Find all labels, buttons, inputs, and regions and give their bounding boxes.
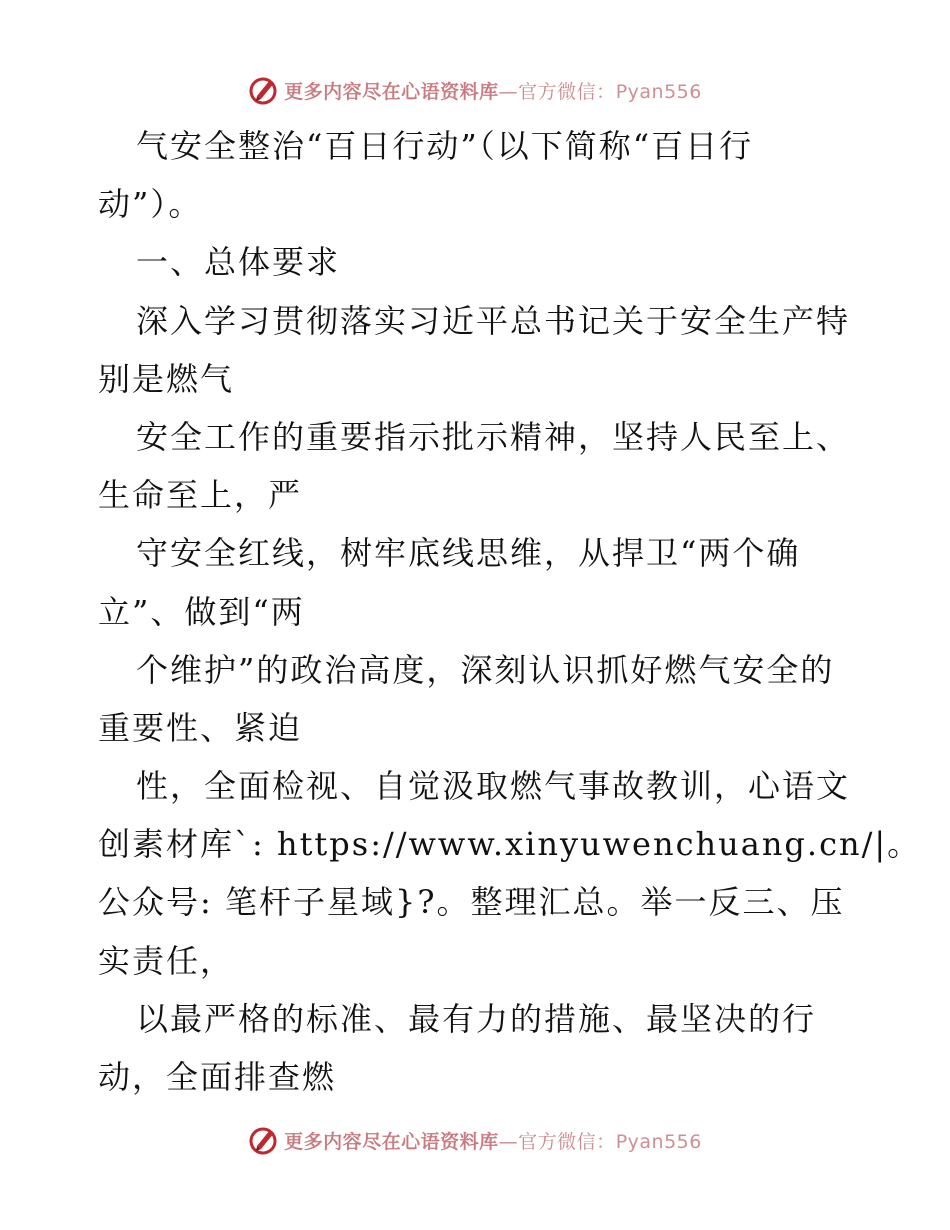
section-heading: 一、总体要求 (136, 243, 341, 282)
footer-separator: — (498, 1130, 519, 1153)
pen-logo-icon (248, 1124, 280, 1156)
body-line: 气安全整治“百日行动”（以下简称“百日行 (136, 127, 754, 165)
header-banner (0, 70, 950, 110)
header-text (284, 77, 702, 104)
footer-official-label: 官方微信： (518, 1130, 616, 1153)
body-line: 性，全面检视、自觉汲取燃气事故教训，心语文 (136, 767, 851, 806)
pen-logo-icon (248, 74, 280, 106)
body-line: 立”、做到“两 (98, 592, 305, 631)
body-line: 个维护”的政治高度，深刻认识抓好燃气安全的 (136, 650, 835, 689)
header-brand: 更多内容尽在心语资料库 (284, 80, 499, 103)
body-line: 生命至上，严 (98, 476, 303, 515)
body-line: 动，全面排查燃 (98, 1058, 337, 1096)
footer-banner (0, 1120, 950, 1160)
footer-wechat-id: Pyan556 (615, 1130, 702, 1153)
body-line: 安全工作的重要指示批示精神，坚持人民至上、 (136, 417, 851, 456)
body-line: 深入学习贯彻落实习近平总书记关于安全生产特 (136, 301, 851, 340)
document-body (98, 117, 922, 1106)
body-line: 别是燃气 (98, 359, 235, 398)
body-line: 实责任， (98, 941, 235, 980)
body-line: 公众号: 笔杆子星域}?。整理汇总。举一反三、压 (98, 883, 845, 922)
footer-brand: 更多内容尽在心语资料库 (284, 1130, 499, 1153)
footer-text (284, 1127, 702, 1154)
header-official-label: 官方微信： (518, 80, 616, 103)
body-line: 重要性、紧迫 (98, 708, 303, 747)
body-line: 创素材库`: https://www.xinyuwenchuang.cn/|。 (98, 825, 922, 864)
body-line: 守安全红线，树牢底线思维，从捍卫“两个确 (136, 534, 801, 573)
body-line: 动”）。 (98, 185, 203, 224)
header-wechat-id: Pyan556 (615, 80, 702, 103)
header-separator: — (498, 80, 519, 103)
body-line: 以最严格的标准、最有力的措施、最坚决的行 (136, 999, 817, 1038)
